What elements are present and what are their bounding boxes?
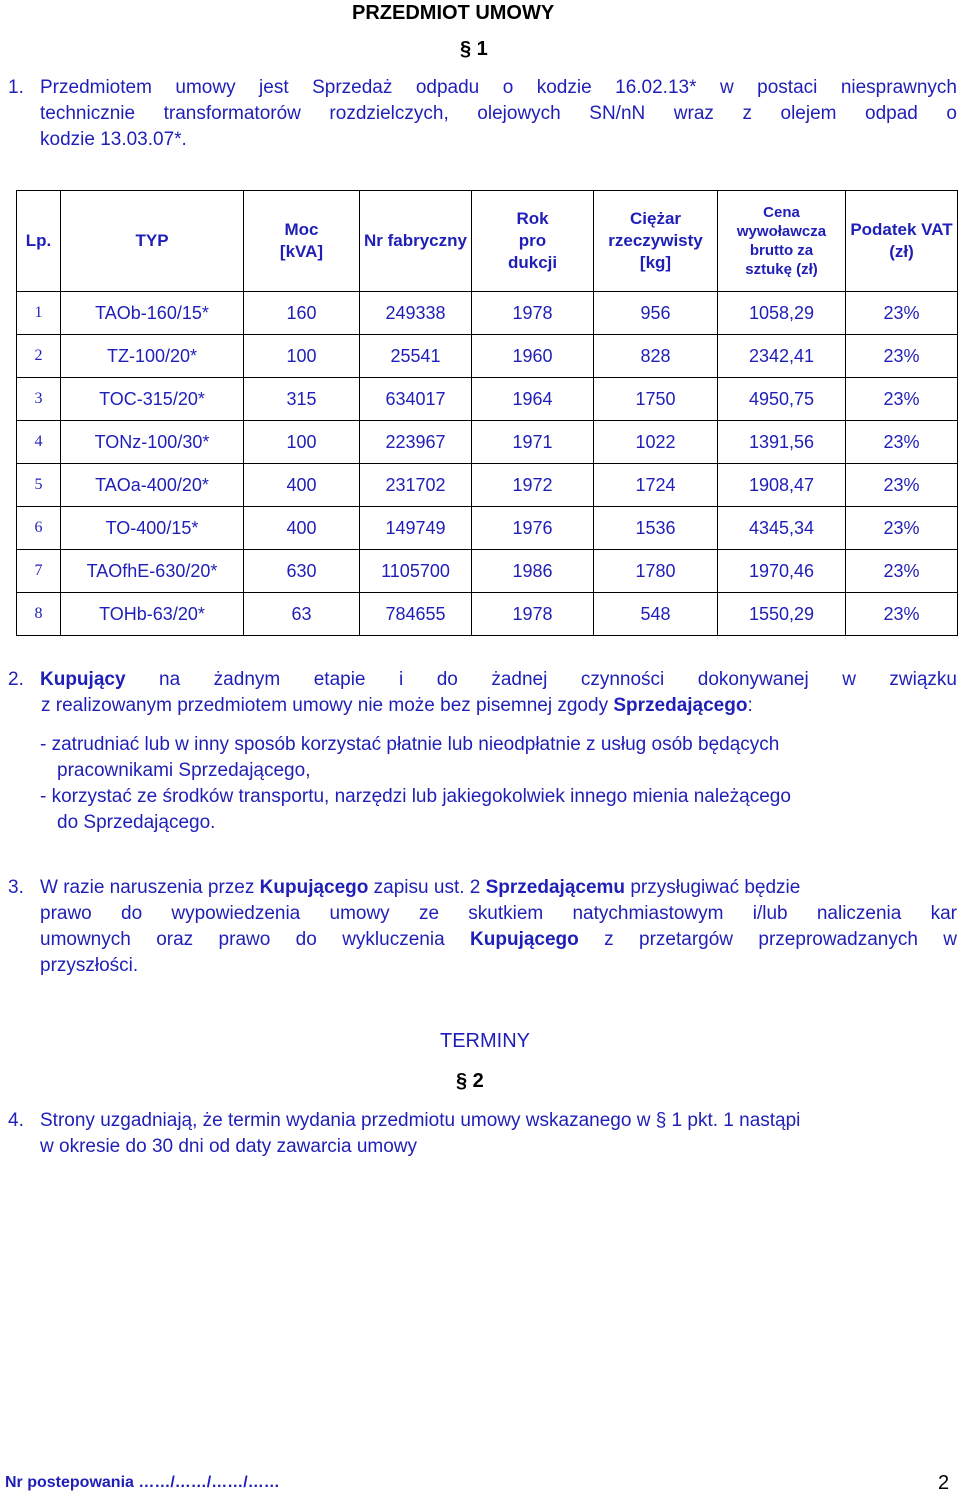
paragraph-2: [0, 667, 957, 719]
cell-vat: 23%: [846, 464, 958, 507]
cell-vat: 23%: [846, 335, 958, 378]
bullet-list: [40, 732, 957, 836]
cell-nr: 231702: [360, 464, 472, 507]
cell-ciezar: 1022: [594, 421, 718, 464]
cell-lp: 1: [17, 292, 61, 335]
buyer-term: Kupującego: [470, 929, 579, 950]
cell-cena: 1391,56: [718, 421, 846, 464]
cell-lp: 2: [17, 335, 61, 378]
cell-cena: 4345,34: [718, 507, 846, 550]
paragraph-line: [40, 667, 957, 693]
section-2-heading: § 2: [456, 1070, 484, 1092]
cell-rok: 1972: [472, 464, 594, 507]
cell-rok: 1976: [472, 507, 594, 550]
paragraph-number: 3.: [8, 877, 24, 898]
cell-nr: 249338: [360, 292, 472, 335]
header-moc: Moc [kVA]: [244, 191, 360, 292]
cell-cena: 1970,46: [718, 550, 846, 593]
paragraph-line: [40, 875, 957, 901]
cell-moc: 400: [244, 507, 360, 550]
transformer-table: [16, 190, 958, 636]
cell-ciezar: 1536: [594, 507, 718, 550]
cell-lp: 7: [17, 550, 61, 593]
cell-ciezar: 828: [594, 335, 718, 378]
cell-vat: 23%: [846, 292, 958, 335]
terms-heading: TERMINY: [440, 1030, 530, 1052]
page-number: 2: [938, 1472, 950, 1494]
paragraph-number: 1.: [8, 77, 24, 98]
cell-ciezar: 956: [594, 292, 718, 335]
list-item: - zatrudniać lub w inny sposób korzystać płatnie lub nieodpłatnie z usług osób będących: [40, 734, 780, 755]
cell-vat: 23%: [846, 378, 958, 421]
cell-lp: 6: [17, 507, 61, 550]
header-nr-fabryczny: Nr fabryczny: [360, 191, 472, 292]
seller-term: Sprzedającemu: [485, 877, 626, 898]
cell-nr: 784655: [360, 593, 472, 636]
cell-vat: 23%: [846, 507, 958, 550]
paragraph-text: przysługiwać będzie: [630, 877, 801, 898]
cell-rok: 1960: [472, 335, 594, 378]
paragraph-line: kodzie 13.03.07*.: [40, 129, 187, 150]
cell-cena: 1058,29: [718, 292, 846, 335]
cell-ciezar: 1724: [594, 464, 718, 507]
header-lp: Lp.: [17, 191, 61, 292]
paragraph-line: prawo do wypowiedzenia umowy ze skutkiem natychmiastowym i/lub naliczenia kar: [40, 903, 957, 924]
paragraph-1: [0, 75, 957, 153]
footer-procedure-number: Nr postepowania ……/……/……/……: [5, 1474, 280, 1491]
cell-nr: 1105700: [360, 550, 472, 593]
cell-moc: 400: [244, 464, 360, 507]
cell-nr: 634017: [360, 378, 472, 421]
paragraph-4: [0, 1108, 957, 1160]
paragraph-line: [41, 693, 957, 719]
paragraph-3: [0, 875, 957, 979]
header-ciezar: Ciężar rzeczywisty [kg]: [594, 191, 718, 292]
header-typ: TYP: [61, 191, 244, 292]
cell-moc: 100: [244, 335, 360, 378]
header-vat: Podatek VAT (zł): [846, 191, 958, 292]
table-row: [17, 550, 958, 593]
cell-vat: 23%: [846, 593, 958, 636]
cell-rok: 1978: [472, 292, 594, 335]
cell-lp: 8: [17, 593, 61, 636]
cell-rok: 1971: [472, 421, 594, 464]
cell-typ: TZ-100/20*: [61, 335, 244, 378]
cell-ciezar: 1750: [594, 378, 718, 421]
cell-ciezar: 548: [594, 593, 718, 636]
paragraph-line: Przedmiotem umowy jest Sprzedaż odpadu o kodzie 16.02.13* w postaci niesprawnych: [40, 77, 957, 98]
seller-term: Sprzedającego: [613, 695, 748, 716]
list-item: - korzystać ze środków transportu, narzędzi lub jakiegokolwiek innego mienia należącego: [40, 786, 791, 807]
cell-rok: 1964: [472, 378, 594, 421]
cell-cena: 4950,75: [718, 378, 846, 421]
cell-vat: 23%: [846, 421, 958, 464]
document-title: PRZEDMIOT UMOWY: [352, 2, 555, 24]
paragraph-text: umownych oraz prawo do wykluczenia: [40, 929, 445, 950]
cell-nr: 149749: [360, 507, 472, 550]
table-header-row: [17, 191, 958, 292]
paragraph-line: w okresie do 30 dni od daty zawarcia umowy: [40, 1136, 418, 1157]
paragraph-text: z realizowanym przedmiotem umowy nie może bez pisemnej zgody: [41, 695, 609, 716]
cell-ciezar: 1780: [594, 550, 718, 593]
cell-cena: 2342,41: [718, 335, 846, 378]
cell-lp: 5: [17, 464, 61, 507]
table-row: [17, 593, 958, 636]
table-row: [17, 292, 958, 335]
cell-lp: 3: [17, 378, 61, 421]
paragraph-number: 2.: [8, 669, 24, 690]
table-row: [17, 464, 958, 507]
cell-typ: TONz-100/30*: [61, 421, 244, 464]
list-item: pracownikami Sprzedającego,: [57, 760, 311, 781]
paragraph-line: przyszłości.: [40, 955, 139, 976]
paragraph-text: z przetargów przeprowadzanych w: [604, 929, 957, 950]
paragraph-text: zapisu ust. 2: [373, 877, 481, 898]
cell-lp: 4: [17, 421, 61, 464]
cell-typ: TOC-315/20*: [61, 378, 244, 421]
cell-moc: 160: [244, 292, 360, 335]
buyer-term: Kupujący: [40, 669, 126, 690]
cell-rok: 1978: [472, 593, 594, 636]
cell-typ: TO-400/15*: [61, 507, 244, 550]
header-rok: Rok pro dukcji: [472, 191, 594, 292]
paragraph-text: W razie naruszenia przez: [40, 877, 255, 898]
paragraph-line: technicznie transformatorów rozdzielczych, olejowych SN/nN wraz z olejem odpad o: [40, 103, 957, 124]
list-item: do Sprzedającego.: [57, 812, 216, 833]
cell-typ: TAOfhE-630/20*: [61, 550, 244, 593]
cell-moc: 100: [244, 421, 360, 464]
buyer-term: Kupującego: [259, 877, 369, 898]
cell-nr: 223967: [360, 421, 472, 464]
table-row: [17, 378, 958, 421]
table-row: [17, 335, 958, 378]
cell-typ: TAOb-160/15*: [61, 292, 244, 335]
cell-typ: TOHb-63/20*: [61, 593, 244, 636]
paragraph-text: :: [747, 695, 753, 716]
cell-typ: TAOa-400/20*: [61, 464, 244, 507]
paragraph-line: Strony uzgadniają, że termin wydania przedmiotu umowy wskazanego w § 1 pkt. 1 nastąpi: [40, 1110, 801, 1131]
cell-moc: 63: [244, 593, 360, 636]
cell-nr: 25541: [360, 335, 472, 378]
cell-cena: 1550,29: [718, 593, 846, 636]
section-1-heading: § 1: [460, 38, 488, 60]
paragraph-line: [40, 927, 957, 953]
cell-vat: 23%: [846, 550, 958, 593]
cell-rok: 1986: [472, 550, 594, 593]
table-row: [17, 421, 958, 464]
table-row: [17, 507, 958, 550]
cell-moc: 630: [244, 550, 360, 593]
paragraph-text: na żadnym etapie i do żadnej czynności dokonywanej w związku: [159, 669, 957, 690]
cell-cena: 1908,47: [718, 464, 846, 507]
header-cena: Cena wywoławcza brutto za sztukę (zł): [718, 191, 846, 292]
cell-moc: 315: [244, 378, 360, 421]
paragraph-number: 4.: [8, 1110, 24, 1131]
